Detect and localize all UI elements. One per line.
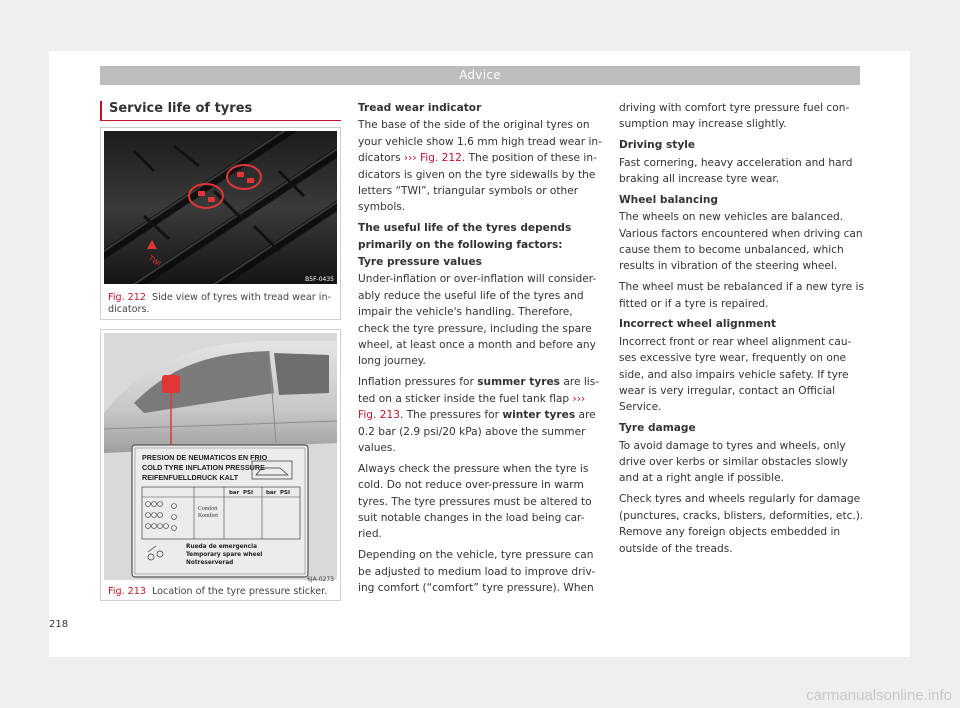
unit-psi-1: PSI xyxy=(243,490,254,496)
heading-tyre-damage: Tyre damage xyxy=(619,422,696,435)
fuel-flap-sticker-photo xyxy=(104,333,337,580)
heading-balancing: Wheel balancing xyxy=(619,193,719,206)
fig-213-link[interactable]: ››› Fig. 213 xyxy=(358,392,586,422)
text-column-right xyxy=(619,100,864,561)
figure-caption xyxy=(108,586,334,598)
title-accent xyxy=(100,101,102,120)
paragraph-tread: The base of the side of the original tyres on your vehicle show 1.6 mm high tread wear in-dicators ››› Fig. 212. The position of these in-dicators is given on the tyre sidewalls by the letters “TWI”, triangular symbols or other symbols. xyxy=(358,119,602,214)
figure-213 xyxy=(100,329,341,601)
watermark: carmanualsonline.info xyxy=(806,687,952,704)
unit-bar-1: bar xyxy=(229,490,240,496)
unit-bar-2: bar xyxy=(266,490,277,496)
spare-line-3: Notreserverad xyxy=(186,560,234,566)
paragraph-damage-2: Check tyres and wheels regularly for damage (punctures, cracks, blisters, deformities, etc.). Remove any foreign objects embedded in outside of the treads. xyxy=(619,493,864,555)
komfort-label: Komfort xyxy=(198,513,218,519)
paragraph-pressure-4: Depending on the vehicle, tyre pressure can be adjusted to medium load to improve driv-ing comfort (“comfort” tyre pressure). When xyxy=(358,549,596,594)
paragraph-pressure-3: Always check the pressure when the tyre is cold. Do not reduce over-pressure in warm tyres. The tyre pressures must be altered to suit notable changes in the load being car-ried. xyxy=(358,462,592,541)
paragraph-damage-1: To avoid damage to tyres and wheels, only drive over kerbs or similar obstacles slowly and at a right angle if possible. xyxy=(619,439,848,485)
paragraph-continued: driving with comfort tyre pressure fuel con-sumption may increase slightly. xyxy=(619,102,850,131)
text-column-middle xyxy=(358,100,603,601)
sticker-line-3: REIFENFUELLDRUCK KALT xyxy=(142,473,239,482)
spare-line-1: Rueda de emergencia xyxy=(186,544,258,550)
caption-text: Side view of tyres with tread wear in-dicators. xyxy=(108,292,332,315)
heading-alignment: Incorrect wheel alignment xyxy=(619,318,777,331)
caption-text: Location of the tyre pressure sticker. xyxy=(152,586,328,597)
tyre-tread-photo xyxy=(104,131,337,284)
figure-number: Fig. 212 xyxy=(108,292,146,303)
page-number: 218 xyxy=(49,619,69,630)
paragraph-balancing-2: The wheel must be rebalanced if a new tyre is fitted or if a tyre is repaired. xyxy=(619,281,864,310)
unit-psi-2: PSI xyxy=(280,490,291,496)
title-rule xyxy=(100,120,341,121)
figure-number: Fig. 213 xyxy=(108,586,146,597)
fig-212-link[interactable]: ››› Fig. 212 xyxy=(403,152,462,165)
figure-212 xyxy=(100,127,341,320)
figure-caption xyxy=(108,292,334,316)
figure-code: 6JA-0273 xyxy=(307,576,334,583)
paragraph-driving: Fast cornering, heavy acceleration and hard braking all increase tyre wear. xyxy=(619,156,853,186)
figure-code: B5F-0435 xyxy=(305,276,334,283)
section-title: Service life of tyres xyxy=(109,101,253,116)
comfort-label: Comfort xyxy=(198,506,218,512)
paragraph-pressure-2: Inflation pressures for summer tyres are lis-ted on a sticker inside the fuel tank flap ››› Fig. 213. The pressures for winter tyres are 0.2 bar (2.9 psi/20 kPa) above the summer values. xyxy=(358,376,600,454)
spare-line-2: Temporary spare wheel xyxy=(186,552,263,558)
heading-driving-style: Driving style xyxy=(619,139,696,152)
heading-useful-life: The useful life of the tyres depends primarily on the following factors: xyxy=(358,222,572,251)
header-band: Advice xyxy=(100,66,860,85)
heading-tread-wear: Tread wear indicator xyxy=(358,102,482,114)
paragraph-alignment: Incorrect front or rear wheel alignment cau-ses excessive tyre wear, frequently on one side, and also impairs vehicle safety. If tyre wear is very irregular, contact an Official Service. xyxy=(619,335,852,414)
paragraph-pressure-1: Under-inflation or over-inflation will consider-ably reduce the useful life of the tyres and impair the vehicle's handling. Therefore, check the tyre pressure, including the spare wheel, at least once a month and before any long journey. xyxy=(358,273,597,368)
sticker-line-1: PRESION DE NEUMATICOS EN FRIO xyxy=(142,453,268,462)
twi-marking: TWI xyxy=(146,254,163,269)
sticker-line-2: COLD TYRE INFLATION PRESSURE xyxy=(142,463,265,472)
heading-pressure: Tyre pressure values xyxy=(358,256,482,269)
paragraph-balancing-1: The wheels on new vehicles are balanced. Various factors encountered when driving can cause them to become unbalanced, which results in vibration of the steering wheel. xyxy=(619,211,863,273)
